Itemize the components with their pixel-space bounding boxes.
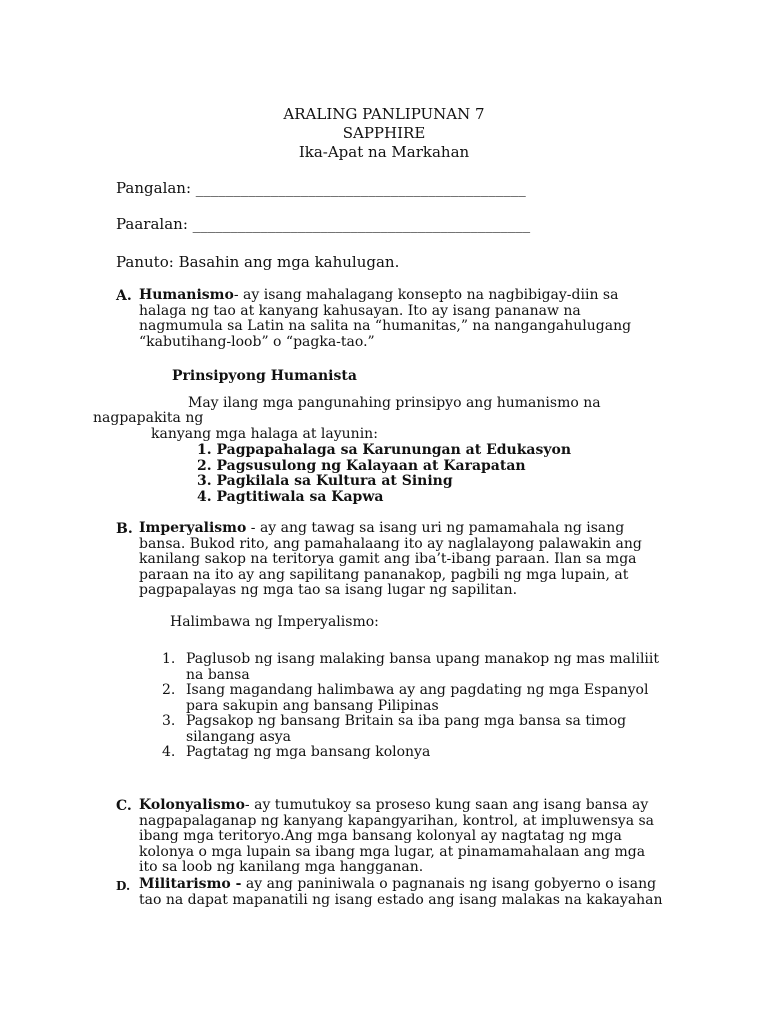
example-line: Isang magandang halimbawa ay ang pagdating ng mga Espanyol xyxy=(186,682,649,698)
prinsipyo-intro: kanyang mga halaga at layunin: xyxy=(151,426,378,442)
section-b-line: paraan na ito ay ang sapilitang pananakop, pagbili ng mga lupain, at xyxy=(139,566,629,583)
section-d-line: ay ang paniniwala o pagnanais ng isang gobyerno o isang xyxy=(241,876,657,892)
example-line: para sakupin ang bansang Pilipinas xyxy=(186,697,439,714)
section-a-line: - ay isang mahalagang konsepto na nagbibigay-diin sa xyxy=(233,287,619,303)
section-a-line: halaga ng tao at kanyang kahusayan. Ito ay isang pananaw na xyxy=(139,302,581,319)
paaralan-field: Paaralan: _____________________________________________ xyxy=(116,215,531,233)
section-a-line: nagmumula sa Latin na salita na “humanitas,” na nangangahulugang xyxy=(139,318,632,335)
section-c-letter: C. xyxy=(116,798,132,814)
section-c-line: ito sa loob ng kanilang mga hangganan. xyxy=(139,859,424,876)
prinsipyo-heading: Prinsipyong Humanista xyxy=(172,368,357,384)
section-c-line: nagpapalaganap ng kanyang kapangyarihan, kontrol, at impluwensya sa xyxy=(139,812,655,829)
section-d-body xyxy=(139,877,663,908)
example-number: 3. xyxy=(162,713,176,729)
section-d-letter: D. xyxy=(116,879,131,893)
list-item xyxy=(186,714,626,745)
halimbawa-heading: Halimbawa ng Imperyalismo: xyxy=(170,614,379,630)
section-a-term: Humanismo xyxy=(139,287,234,303)
section-c-term: Kolonyalismo xyxy=(139,797,245,813)
panuto-text: Panuto: Basahin ang mga kahulugan. xyxy=(116,253,400,271)
example-line: silangang asya xyxy=(186,728,292,745)
example-number: 2. xyxy=(162,682,176,698)
pangalan-field: Pangalan: ____________________________________________ xyxy=(116,179,526,197)
section-b-line: - ay ang tawag sa isang uri ng pamamahala ng isang xyxy=(246,520,625,536)
section-b-line: kanilang sakop na teritorya gamit ang iba’t-ibang paraan. Ilan sa mga xyxy=(139,551,637,568)
quarter-label: Ika-Apat na Markahan xyxy=(298,143,470,161)
example-line: Pagsakop ng bansang Britain sa iba pang mga bansa sa timog xyxy=(186,713,627,729)
example-line: Paglusob ng isang malaking bansa upang manakop ng mas maliliit xyxy=(186,651,660,667)
section-b-letter: B. xyxy=(116,521,133,537)
section-b-line: bansa. Bukod rito, ang pamahalaang ito ay naglalayong palawakin ang xyxy=(139,535,642,552)
section-c-line: ibang mga teritoryo.Ang mga bansang kolonyal ay nagtatag ng mga xyxy=(139,828,622,845)
section-c-body xyxy=(139,798,654,876)
list-item: 2. Pagsusulong ng Kalayaan at Karapatan xyxy=(197,457,526,474)
list-item xyxy=(186,652,659,683)
section-b-term: Imperyalismo xyxy=(139,520,247,536)
section-c-line: - ay tumutukoy sa proseso kung saan ang isang bansa ay xyxy=(244,797,649,813)
example-number: 1. xyxy=(162,651,176,667)
list-item: 4. Pagtitiwala sa Kapwa xyxy=(197,488,384,505)
section-name: SAPPHIRE xyxy=(342,124,426,142)
section-b-line: pagpapalayas ng mga tao sa isang lugar ng sapilitan. xyxy=(139,582,518,599)
principles-list xyxy=(197,443,571,505)
list-item xyxy=(186,745,430,761)
list-item: 1. Pagpapahalaga sa Karunungan at Edukasyon xyxy=(197,442,572,458)
list-item xyxy=(186,683,648,714)
prinsipyo-intro: nagpapakita ng xyxy=(93,410,204,426)
section-a-letter: A. xyxy=(116,288,132,304)
example-line: na bansa xyxy=(186,666,250,683)
section-d-term: Militarismo - xyxy=(139,876,242,892)
prinsipyo-intro: May ilang mga pangunahing prinsipyo ang humanismo na xyxy=(188,395,601,411)
section-d-line: tao na dapat mapanatili ng isang estado ang isang malakas na kakayahan xyxy=(139,891,663,908)
section-b-body xyxy=(139,521,642,599)
section-a-body xyxy=(139,288,631,350)
example-line: Pagtatag ng mga bansang kolonya xyxy=(186,744,431,760)
section-c-line: kolonya o mga lupain sa ibang mga lugar, at pinamamahalaan ang mga xyxy=(139,843,646,860)
list-item: 3. Pagkilala sa Kultura at Sining xyxy=(197,473,453,490)
section-a-line: “kabutihang-loob” o “pagka-tao.” xyxy=(139,333,375,350)
document-title: ARALING PANLIPUNAN 7 xyxy=(283,105,485,123)
example-number: 4. xyxy=(162,744,176,760)
